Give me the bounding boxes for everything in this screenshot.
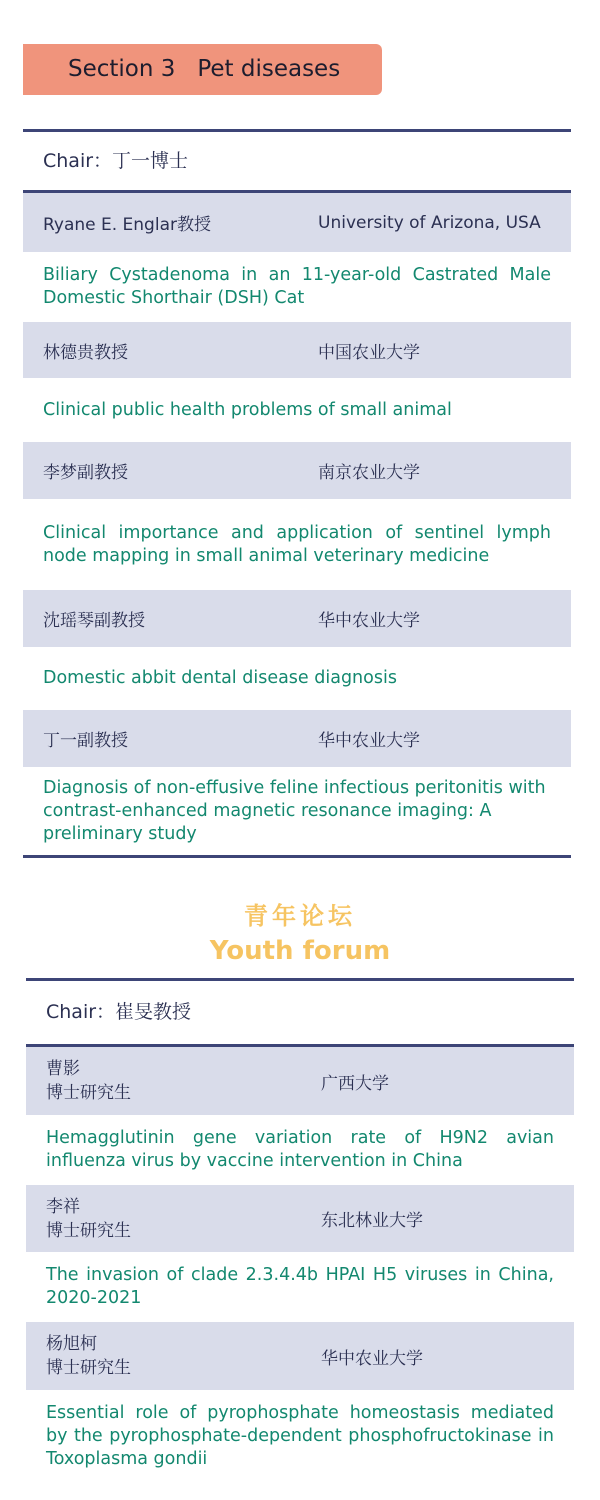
speaker-title-text: 博士研究生	[46, 1220, 131, 1241]
section-header: Section 3 Pet diseases	[23, 44, 382, 95]
talk-topic	[26, 1252, 574, 1322]
speaker-row	[23, 322, 571, 378]
pet-diseases-schedule	[23, 129, 571, 858]
speaker-name-text: 杨旭柯	[46, 1334, 97, 1354]
speaker-name-text: 李祥	[46, 1196, 80, 1217]
talk-topic	[23, 378, 571, 442]
talk-topic-text: Biliary Cystadenoma in an 11-year-old Castrated Male Domestic Shorthair (DSH) Cat	[43, 265, 551, 308]
youth-forum-schedule	[26, 978, 574, 1482]
speaker-row	[23, 442, 571, 499]
speaker-row	[26, 1185, 574, 1252]
speaker-name	[46, 1332, 321, 1380]
talk-topic-text: The invasion of clade 2.3.4.4b HPAI H5 viruses in China, 2020-2021	[46, 1265, 554, 1308]
chair-label: Chair：崔旻教授	[46, 1001, 192, 1023]
talk-topic-text: Clinical public health problems of small animal	[43, 399, 452, 420]
speaker-institution: 广西大学	[321, 1073, 389, 1094]
talk-topic	[23, 647, 571, 710]
youth-forum-title	[0, 898, 600, 968]
youth-forum-title-en: Youth forum	[209, 936, 391, 966]
talk-topic-text: Hemagglutinin gene variation rate of H9N2 avian influenza virus by vaccine intervention in China	[46, 1128, 554, 1171]
speaker-institution: 东北林业大学	[321, 1211, 423, 1231]
speaker-institution: 中国农业大学	[318, 342, 420, 363]
speaker-name: Ryane E. Englar教授	[43, 215, 211, 235]
speaker-title-text: 博士研究生	[46, 1358, 131, 1378]
talk-topic-text: Domestic abbit dental disease diagnosis	[43, 668, 397, 688]
bottom-rule	[23, 855, 571, 858]
speaker-name	[46, 1057, 321, 1105]
talk-topic	[23, 252, 571, 322]
speaker-institution: University of Arizona, USA	[318, 212, 541, 233]
speaker-row	[26, 1322, 574, 1390]
speaker-institution: 华中农业大学	[321, 1348, 423, 1369]
speaker-row	[23, 590, 571, 647]
speaker-name: 林德贵教授	[43, 342, 128, 363]
youth-forum-title-zh: 青年论坛	[244, 902, 356, 930]
speaker-name: 沈瑶琴副教授	[43, 611, 145, 631]
speaker-name-text: 曹影	[46, 1059, 80, 1079]
speaker-title-text: 博士研究生	[46, 1083, 131, 1103]
talk-topic-text: Clinical importance and application of sentinel lymph node mapping in small animal veterinary medicine	[43, 522, 551, 566]
speaker-row	[23, 710, 571, 767]
talk-topic	[26, 1115, 574, 1185]
speaker-name: 李梦副教授	[43, 463, 128, 483]
speaker-name: 丁一副教授	[43, 731, 128, 751]
chair-label: Chair：丁一博士	[43, 150, 189, 172]
talk-topic	[26, 1390, 574, 1482]
talk-topic-text: Essential role of pyrophosphate homeostasis mediated by the pyrophosphate-dependent phosphofructokinase in Toxoplasma gondii	[46, 1402, 554, 1469]
speaker-institution: 华中农业大学	[318, 611, 420, 631]
talk-topic	[23, 499, 571, 590]
speaker-name	[46, 1195, 321, 1243]
talk-topic-text: Diagnosis of non-effusive feline infectious peritonitis with contrast-enhanced magnetic resonance imaging: A preliminary study	[43, 777, 546, 844]
talk-topic	[23, 767, 571, 855]
speaker-institution: 南京农业大学	[318, 463, 420, 483]
speaker-row	[26, 1047, 574, 1115]
speaker-institution: 华中农业大学	[318, 731, 420, 751]
speaker-row	[23, 193, 571, 252]
